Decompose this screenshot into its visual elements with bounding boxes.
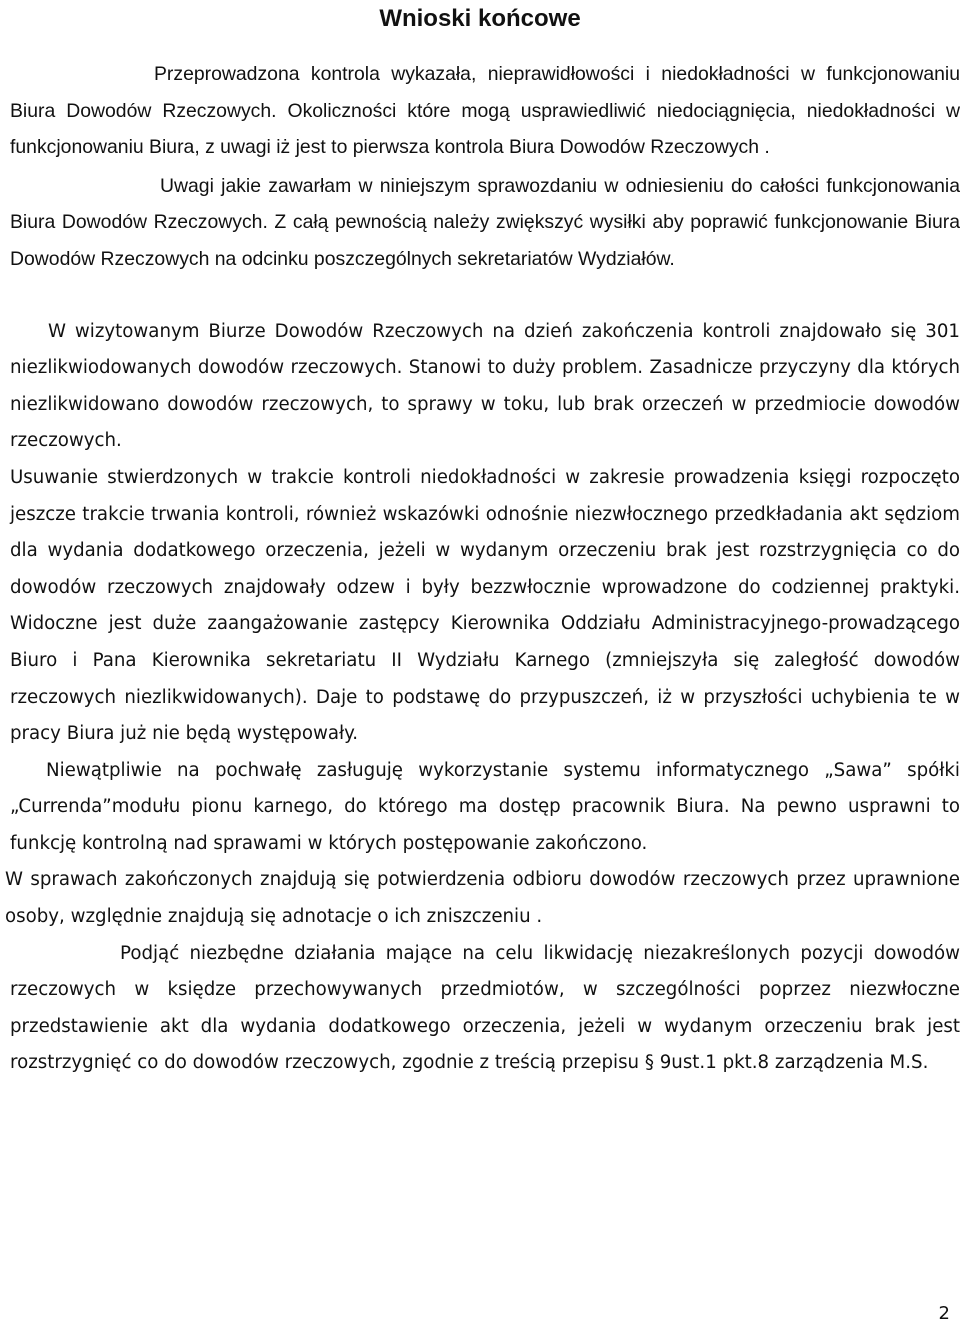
page-number: 2 bbox=[938, 1303, 950, 1324]
document-title: Wnioski końcowe bbox=[379, 5, 581, 32]
paragraph-4: Usuwanie stwierdzonych w trakcie kontroli niedokładności w zakresie prowadzenia księgi rozpoczęto jeszcze trakcie trwania kontroli, również wskazówki odnośnie niezwłocznego przedkładania akt sędziom dla wydania dodatkowego orzeczenia, jeżeli w wydanym orzeczeniu brak jest rozstrzygnięcia co do dowodów rzeczowych znajdowały odzew i były bezzwłocznie wprowadzone do codziennej praktyki. Widoczne jest duże zaangażowanie zastępcy Kierownika Oddziału Administracyjnego-prowadzącego Biuro i Pana Kierownika sekretariatu II Wydziału Karnego (zmniejszyła się zaległość dowodów rzeczowych niezlikwidowanych). Daje to podstawę do przypuszczeń, iż w przyszłości uchybienia te w pracy Biura już nie będą występowały. bbox=[10, 466, 960, 745]
paragraph-3: W wizytowanym Biurze Dowodów Rzeczowych na dzień zakończenia kontroli znajdowało się 301 niezlikwiodowanych dowodów rzeczowych. Stanowi to duży problem. Zasadnicze przyczyny dla których niezlikwidowano dowodów rzeczowych, to sprawy w toku, lub brak orzeczeń w przedmiocie dowodów rzeczowych. bbox=[10, 320, 960, 452]
paragraph-6: W sprawach zakończonych znajdują się potwierdzenia odbioru dowodów rzeczowych przez uprawnione osoby, względnie znajdują się adnotacje o ich zniszczeniu . bbox=[5, 869, 960, 928]
paragraph-1: Przeprowadzona kontrola wykazała, nieprawidłowości i niedokładności w funkcjonowaniu Biura Dowodów Rzeczowych. Okoliczności które mogą usprawiedliwić niedociągnięcia, niedokładności w funkcjonowaniu Biura, z uwagi iż jest to pierwsza kontrola Biura Dowodów Rzeczowych . bbox=[10, 63, 960, 159]
paragraph-7: Podjąć niezbędne działania mające na celu likwidację niezakreślonych pozycji dowodów rzeczowych w księdze przechowywanych przedmiotów, w szczególności poprzez niezwłoczne przedstawienie akt dla wydania dodatkowego orzeczenia, jeżeli w wydanym orzeczeniu brak jest rozstrzygnięć co do dowodów rzeczowych, zgodnie z treścią przepisu § 9ust.1 pkt.8 zarządzenia M.S. bbox=[10, 942, 960, 1074]
document-page bbox=[5, 0, 960, 1082]
paragraph-2: Uwagi jakie zawarłam w niniejszym sprawozdaniu w odniesieniu do całości funkcjonowania Biura Dowodów Rzeczowych. Z całą pewnością należy zwiększyć wysiłki aby poprawić funkcjonowanie Biura Dowodów Rzeczowych na odcinku poszczególnych sekretariatów Wydziałów. bbox=[10, 174, 960, 270]
paragraph-5: Niewątpliwie na pochwałę zasługuję wykorzystanie systemu informatycznego „Sawa” spółki „Currenda”modułu pionu karnego, do którego ma dostęp pracownik Biura. Na pewno usprawni to funkcję kontrolną nad sprawami w których postępowanie zakończono. bbox=[10, 759, 960, 854]
